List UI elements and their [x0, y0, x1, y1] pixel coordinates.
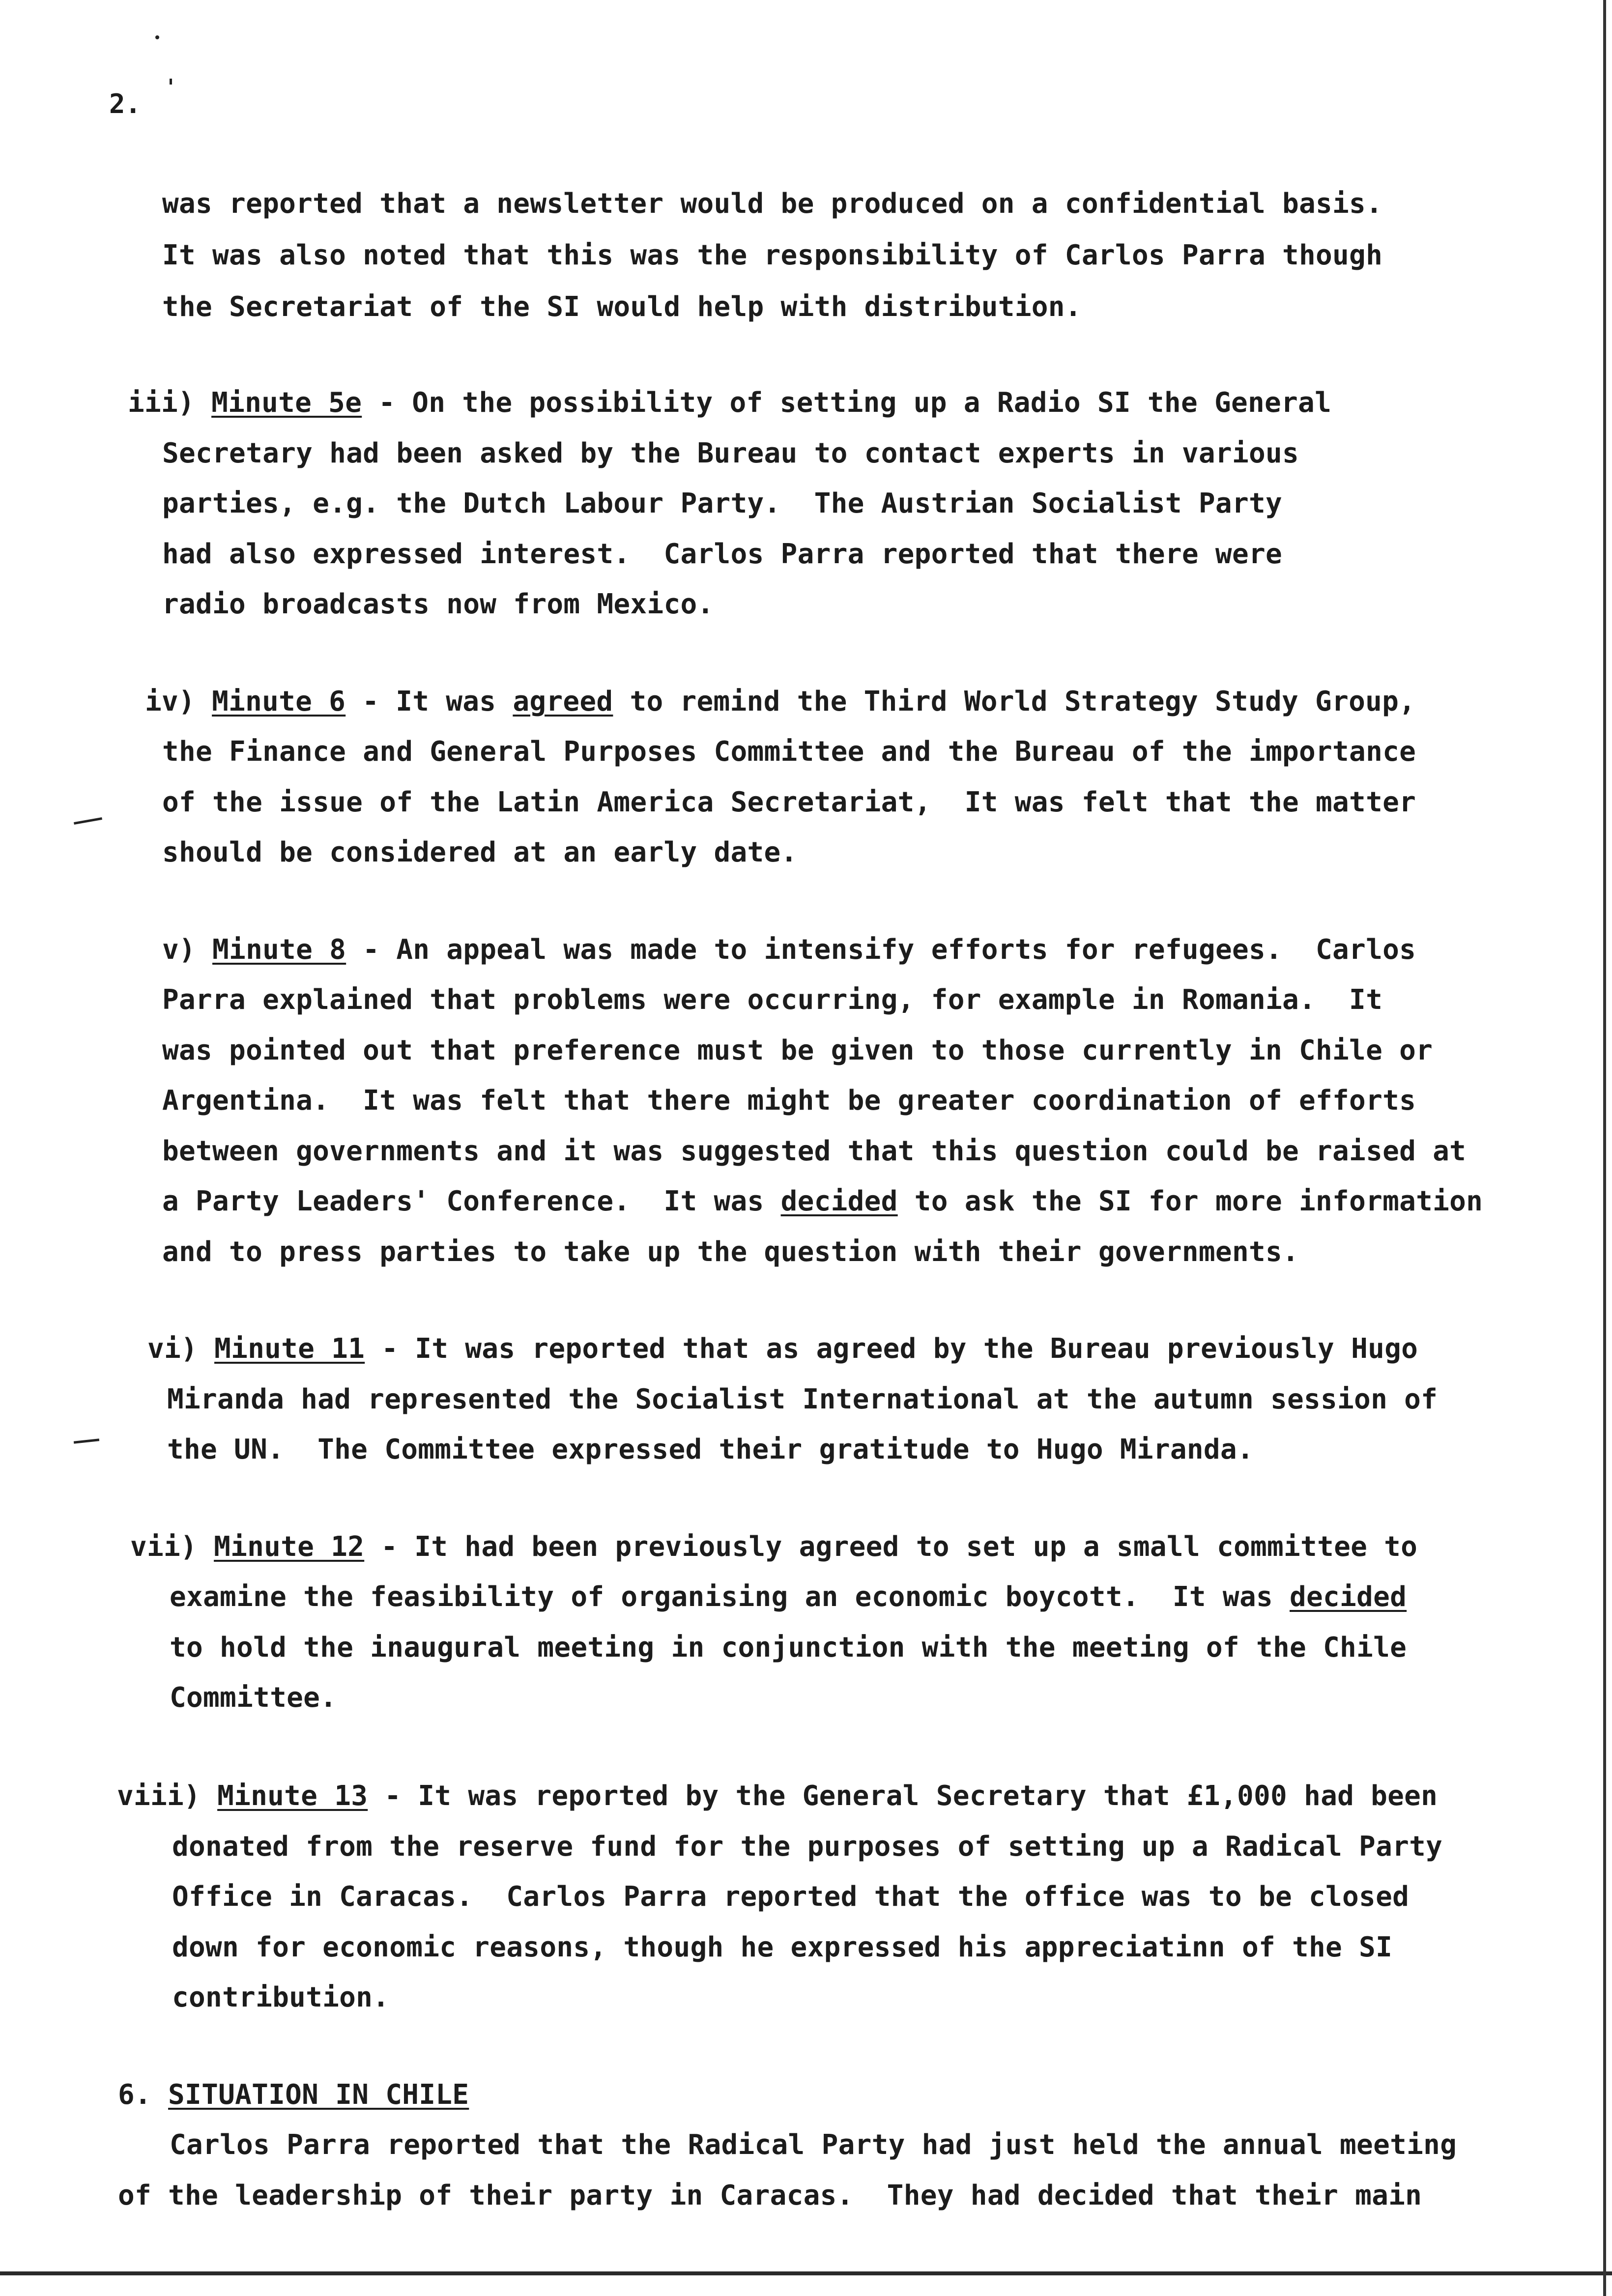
item-vi-first-line — [147, 1332, 1418, 1366]
minute-ref: Minute 5e — [211, 387, 362, 419]
item-line: Office in Caracas. Carlos Parra reported that the office was to be closed — [172, 1881, 1410, 1913]
page-number: 2. — [109, 88, 142, 119]
item-line: Argentina. It was felt that there might be greater coordination of efforts — [162, 1085, 1416, 1117]
item-line: and to press parties to take up the question with their governments. — [162, 1236, 1299, 1268]
item-line: between governments and it was suggested that this question could be raised at — [162, 1135, 1467, 1167]
intro-line: the Secretariat of the SI would help with distribution. — [162, 291, 1082, 323]
item-line: contribution. — [172, 1981, 390, 2013]
binder-mark — [74, 1438, 99, 1443]
item-line: of the issue of the Latin America Secretariat, It was felt that the matter — [162, 786, 1416, 818]
page-edge — [1603, 0, 1606, 2296]
minute-ref: Minute 6 — [212, 686, 346, 718]
item-number: viii) — [117, 1780, 201, 1812]
section-title: SITUATION IN CHILE — [168, 2079, 469, 2111]
section-number: 6. — [118, 2079, 152, 2111]
item-viii-first-line — [117, 1779, 1438, 1813]
item-text: examine the feasibility of organising an economic boycott. It was — [170, 1581, 1290, 1613]
item-vii-first-line — [130, 1530, 1417, 1564]
item-line: donated from the reserve fund for the purposes of setting up a Radical Party — [172, 1831, 1443, 1863]
item-line: the Finance and General Purposes Committee and the Bureau of the importance — [162, 736, 1416, 768]
item-line: Miranda had represented the Socialist International at the autumn session of — [167, 1383, 1438, 1415]
emphasis-decided: decided — [780, 1185, 898, 1217]
item-line: Committee. — [170, 1682, 337, 1714]
item-iv-first-line — [145, 685, 1415, 719]
item-line: to hold the inaugural meeting in conjunction with the meeting of the Chile — [170, 1632, 1407, 1664]
item-iii-first-line — [128, 386, 1331, 420]
minute-ref: Minute 13 — [217, 1780, 368, 1812]
binder-mark — [74, 817, 102, 825]
item-line: Secretary had been asked by the Bureau to contact experts in various — [162, 437, 1299, 469]
scan-speck — [170, 79, 172, 85]
item-text: - An appeal was made to intensify efforts for refugees. Carlos — [346, 934, 1416, 966]
item-line: the UN. The Committee expressed their gratitude to Hugo Miranda. — [167, 1434, 1254, 1465]
item-text: - It was — [345, 686, 513, 718]
item-line: parties, e.g. the Dutch Labour Party. The Austrian Socialist Party — [162, 488, 1282, 519]
item-text: - It was reported by the General Secretary that £1,000 had been — [368, 1780, 1438, 1812]
item-number: vi) — [147, 1333, 198, 1365]
bottom-rule — [0, 2271, 1612, 2275]
item-text: to ask the SI for more information — [897, 1185, 1483, 1217]
item-text: to remind the Third World Strategy Study Group, — [613, 686, 1416, 718]
item-text: a Party Leaders' Conference. It was — [162, 1185, 781, 1217]
item-line: down for economic reasons, though he expressed his appreciatinn of the SI — [172, 1931, 1393, 1963]
intro-line: was reported that a newsletter would be produced on a confidential basis. — [162, 188, 1383, 220]
section-heading — [118, 2078, 469, 2112]
item-line: radio broadcasts now from Mexico. — [162, 588, 714, 620]
minute-ref: Minute 11 — [214, 1333, 365, 1365]
item-text: - It was reported that as agreed by the Bureau previously Hugo — [365, 1333, 1418, 1365]
section-line: Carlos Parra reported that the Radical Party had just held the annual meeting — [170, 2129, 1457, 2161]
item-text: - On the possibility of setting up a Radio SI the General — [362, 387, 1332, 419]
item-number: v) — [162, 934, 196, 966]
scan-speck — [155, 35, 159, 39]
emphasis-agreed: agreed — [513, 686, 613, 718]
minute-ref: Minute 8 — [212, 934, 346, 966]
item-line: had also expressed interest. Carlos Parra reported that there were — [162, 538, 1282, 570]
section-line: of the leadership of their party in Caracas. They had decided that their main — [118, 2180, 1422, 2211]
item-line: was pointed out that preference must be given to those currently in Chile or — [162, 1034, 1433, 1066]
item-text: - It had been previously agreed to set up a small committee to — [364, 1531, 1418, 1563]
emphasis-decided: decided — [1290, 1581, 1407, 1613]
minute-ref: Minute 12 — [214, 1531, 365, 1563]
item-number: iv) — [145, 686, 196, 718]
intro-line: It was also noted that this was the responsibility of Carlos Parra though — [162, 239, 1383, 271]
item-line — [170, 1580, 1407, 1614]
item-line: should be considered at an early date. — [162, 836, 798, 868]
item-v-first-line — [162, 933, 1416, 967]
item-line — [162, 1184, 1483, 1219]
item-number: iii) — [128, 387, 195, 419]
item-line: Parra explained that problems were occurring, for example in Romania. It — [162, 984, 1383, 1016]
item-number: vii) — [130, 1531, 198, 1563]
